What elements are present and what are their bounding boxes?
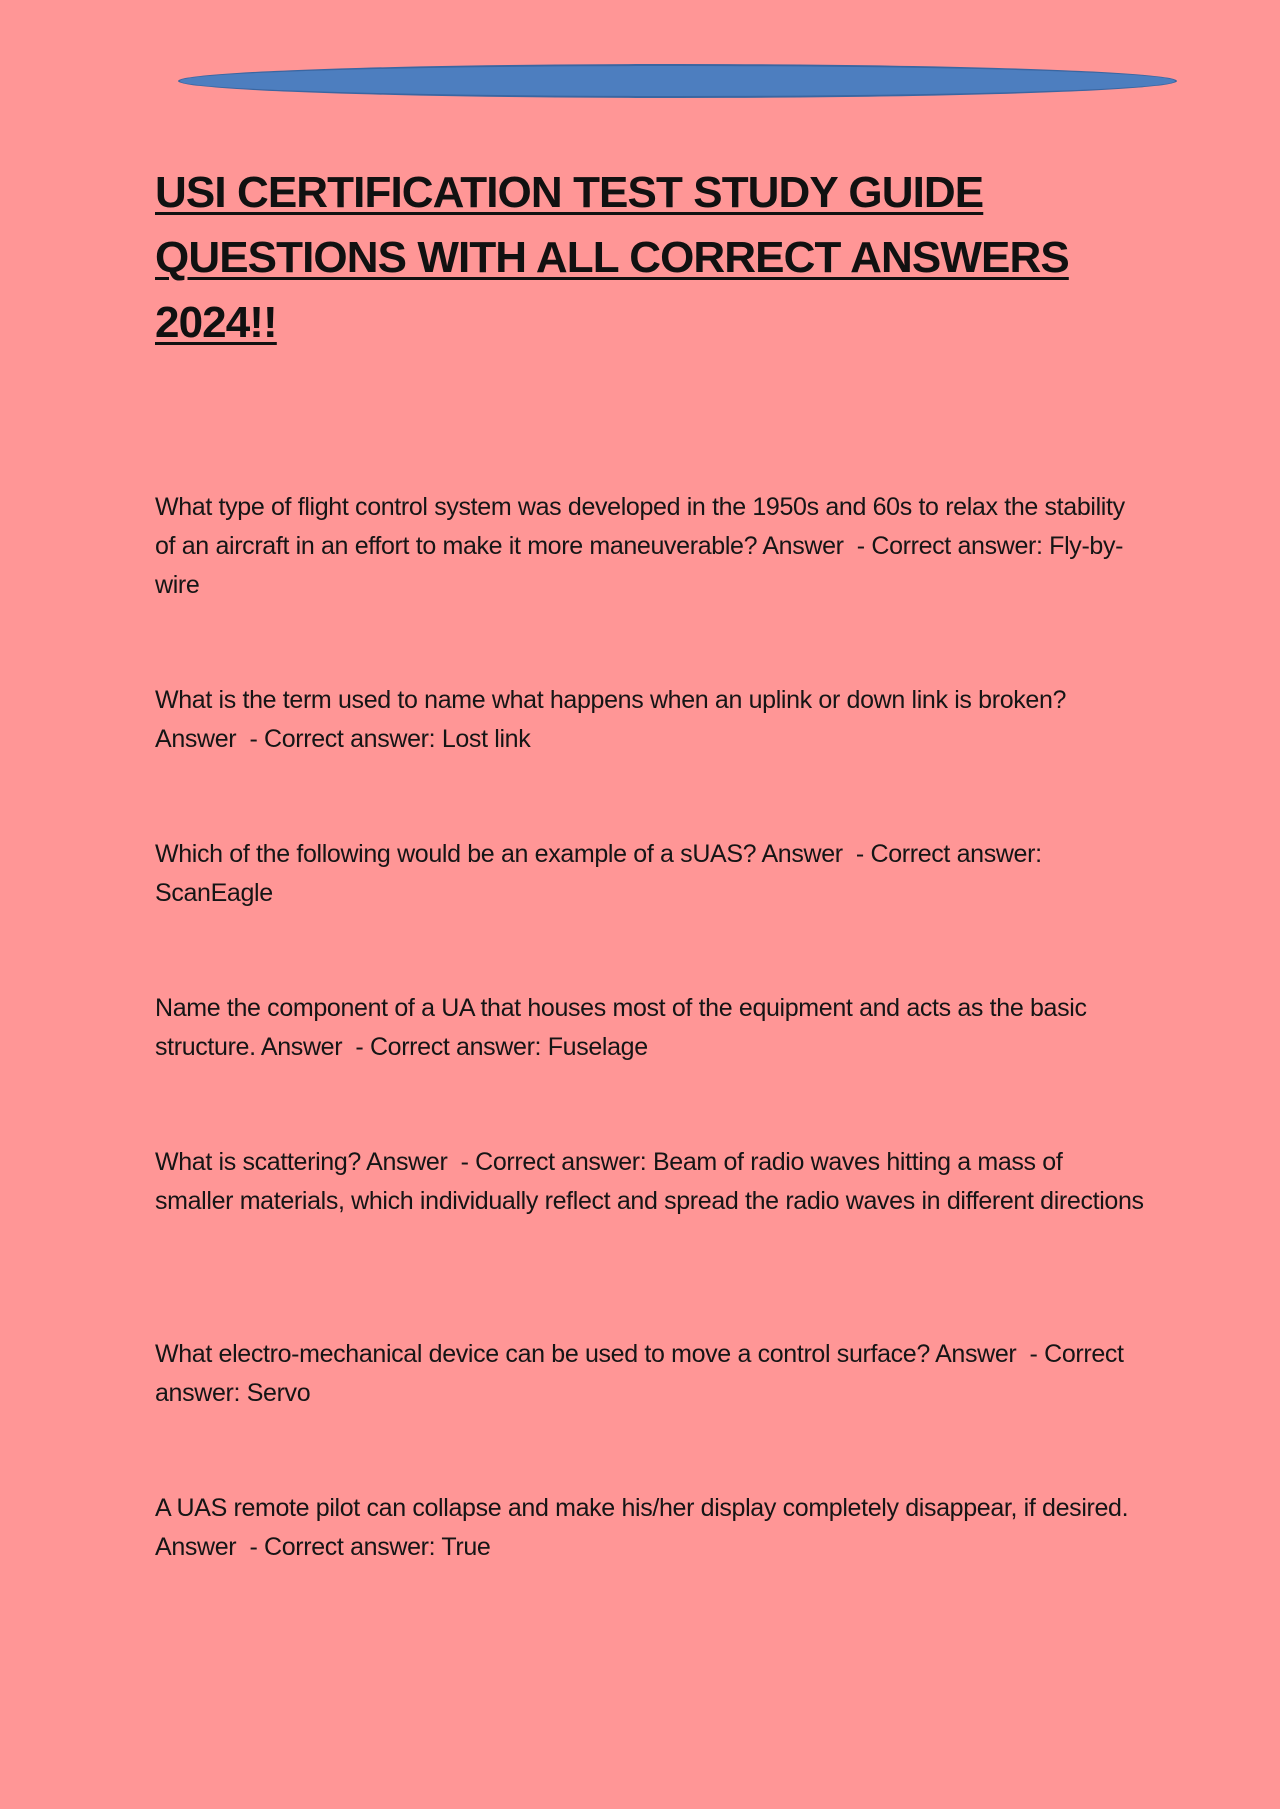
answer-separator: Answer - Correct answer: [360,1148,653,1176]
answer-text: Fly-by-wire [155,532,1124,599]
answer-separator: Answer - Correct answer: [155,686,1072,753]
qa-item [155,989,1145,1067]
answer-separator: Answer - Correct answer: [155,1340,1131,1407]
qa-item [155,681,1145,759]
answer-separator: Answer - Correct answer: [756,840,1049,868]
answer-text: True [441,1533,491,1561]
answer-text: ScanEagle [155,879,273,907]
answer-separator: Answer - Correct answer: [255,1033,548,1061]
answer-separator: Answer - Correct answer: [155,1494,1134,1561]
qa-item [155,1143,1145,1221]
answer-text: Servo [246,1379,311,1407]
answer-text: Beam of radio waves hitting a mass of smaller materials, which individually reflect and spread the radio waves in different directions [155,1148,1144,1215]
question-text: Which of the following would be an example of a sUAS? [155,840,757,868]
question-text: What electro-mechanical device can be used to move a control surface? [155,1340,930,1368]
question-text: What type of flight control system was developed in the 1950s and 60s to relax the stability of an aircraft in an effort to make it more maneuverable? [155,493,1132,560]
question-text: What is the term used to name what happens when an uplink or down link is broken? [155,686,1067,714]
qa-item [155,1489,1145,1567]
answer-separator: Answer - Correct answer: [757,532,1050,560]
answer-text: Fuselage [547,1033,648,1061]
question-text: What is scattering? [155,1148,361,1176]
qa-item [155,1335,1145,1413]
qa-item [155,488,1145,605]
header-ellipse-decoration [178,64,1177,98]
question-text: Name the component of a UA that houses most of the equipment and acts as the basic structure. [155,994,1094,1061]
question-text: A UAS remote pilot can collapse and make his/her display completely disappear, if desired. [155,1494,1129,1522]
document-title: USI CERTIFICATION TEST STUDY GUIDE QUESTIONS WITH ALL CORRECT ANSWERS 2024!! [155,168,1069,347]
answer-text: Lost link [441,725,531,753]
qa-item [155,835,1145,913]
